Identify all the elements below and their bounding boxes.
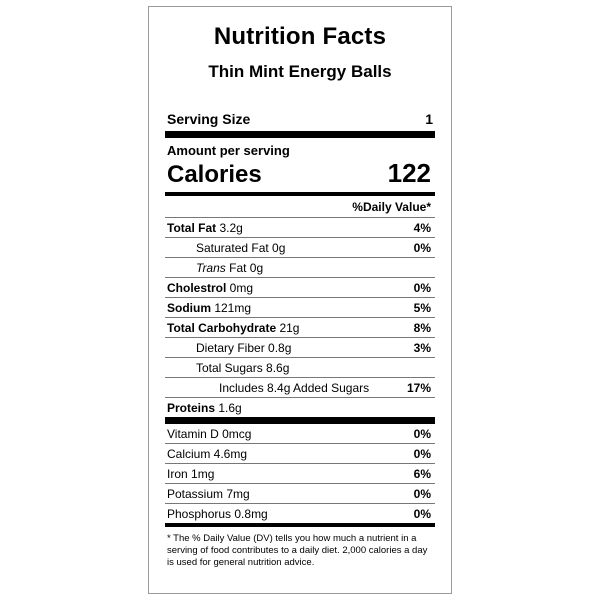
- nutrient-name: [167, 281, 253, 295]
- nutrient-amount: 0g: [246, 260, 264, 275]
- nutrient-amount: 1.6g: [215, 400, 242, 415]
- nutrient-row: [165, 398, 435, 417]
- footnote: * The % Daily Value (DV) tells you how much a nutrient in a serving of food contributes to a daily diet. 2,000 calories a day is used for general nutrition advice.: [167, 533, 428, 568]
- nutrient-row: [165, 358, 435, 378]
- nutrient-amount: 0.8g: [264, 340, 292, 355]
- nutrient-name: [167, 221, 243, 235]
- nutrient-row: [165, 298, 435, 318]
- micronutrient-row: [165, 504, 435, 523]
- micronutrient-daily-value: 0%: [413, 506, 431, 521]
- nutrient-plain-name: Total Sugars: [196, 360, 263, 375]
- micronutrient-name: [167, 507, 268, 521]
- micronutrient-amount: 7mg: [223, 486, 250, 501]
- nutrient-row: [165, 378, 435, 398]
- nutrient-daily-value: 17%: [406, 380, 431, 395]
- micronutrient-name: [167, 427, 251, 441]
- micronutrient-row: [165, 424, 435, 444]
- nutrient-name: [167, 321, 299, 335]
- nutrient-bold-name: Total Carbohydrate: [167, 320, 277, 335]
- thick-divider: [165, 131, 435, 138]
- micronutrient-label: Phosphorus: [167, 506, 232, 521]
- nutrient-daily-value: 3%: [413, 340, 431, 355]
- nutrient-row: [165, 218, 435, 238]
- nutrient-amount: 121mg: [211, 300, 252, 315]
- nutrient-row: [165, 238, 435, 258]
- product-name: Thin Mint Energy Balls: [208, 62, 392, 81]
- nutrient-name: [167, 301, 251, 315]
- macro-nutrient-list: [165, 218, 435, 417]
- micronutrient-label: Potassium: [167, 486, 224, 501]
- nutrient-name: [167, 361, 289, 375]
- nutrient-italic-name: Trans: [196, 260, 226, 275]
- thick-divider-micros: [165, 417, 435, 424]
- nutrient-daily-value: 0%: [413, 280, 431, 295]
- micronutrient-row: [165, 464, 435, 484]
- micronutrient-amount: 0.8mg: [231, 506, 268, 521]
- amount-per-serving: Amount per serving: [167, 143, 290, 158]
- nutrient-daily-value: 5%: [413, 300, 431, 315]
- serving-size-value: 1: [425, 111, 433, 127]
- nutrient-plain-name: Dietary Fiber: [196, 340, 265, 355]
- nutrient-name: [167, 241, 285, 255]
- nutrient-amount: 8.6g: [262, 360, 290, 375]
- nutrient-amount: 3.2g: [216, 220, 243, 235]
- nutrient-amount: 0mg: [226, 280, 254, 295]
- nutrient-bold-name: Cholestrol: [167, 280, 227, 295]
- nutrient-daily-value: 8%: [413, 320, 431, 335]
- micronutrient-amount: 4.6mg: [210, 446, 248, 461]
- micronutrient-label: Vitamin D: [167, 426, 219, 441]
- micronutrient-name: [167, 467, 214, 481]
- micronutrient-name: [167, 487, 250, 501]
- calories-value: 122: [387, 158, 431, 188]
- nutrient-name: [167, 341, 291, 355]
- micronutrient-daily-value: 6%: [413, 466, 431, 481]
- micronutrient-label: Calcium: [167, 446, 211, 461]
- calories-row: [165, 158, 435, 192]
- nutrient-row: [165, 318, 435, 338]
- micronutrient-row: [165, 484, 435, 504]
- nutrient-bold-name: Total Fat: [167, 220, 217, 235]
- micronutrient-row: [165, 444, 435, 464]
- micronutrient-label: Iron: [167, 466, 188, 481]
- nutrition-facts-label: [148, 6, 452, 594]
- serving-size-row: [165, 111, 435, 131]
- daily-value-header: %Daily Value*: [165, 196, 435, 218]
- nutrient-daily-value: 4%: [413, 220, 431, 235]
- nutrient-bold-name: Sodium: [167, 300, 211, 315]
- nutrient-name: [167, 401, 242, 415]
- nutrient-name: [167, 381, 369, 395]
- nutrient-plain-name: Saturated Fat: [196, 240, 269, 255]
- nutrient-name: [167, 261, 263, 275]
- nutrient-plain-name: Fat: [225, 260, 247, 275]
- micronutrient-amount: 0mcg: [218, 426, 252, 441]
- nutrient-daily-value: 0%: [413, 240, 431, 255]
- calories-label: Calories: [167, 161, 262, 188]
- nutrient-row: [165, 338, 435, 358]
- micronutrient-daily-value: 0%: [413, 486, 431, 501]
- label-content: [165, 7, 435, 569]
- label-title: Nutrition Facts: [213, 23, 387, 50]
- nutrient-amount: 21g: [276, 320, 300, 335]
- nutrient-plain-name: Includes 8.4g Added Sugars: [219, 380, 370, 395]
- nutrient-amount: 0g: [268, 240, 286, 255]
- micronutrient-amount: 1mg: [187, 466, 215, 481]
- nutrient-row: [165, 258, 435, 278]
- nutrient-bold-name: Proteins: [167, 400, 216, 415]
- micronutrient-daily-value: 0%: [413, 446, 431, 461]
- nutrient-row: [165, 278, 435, 298]
- micronutrient-name: [167, 447, 247, 461]
- micro-nutrient-list: [165, 424, 435, 523]
- micronutrient-daily-value: 0%: [413, 426, 431, 441]
- serving-size-label: Serving Size: [167, 111, 251, 127]
